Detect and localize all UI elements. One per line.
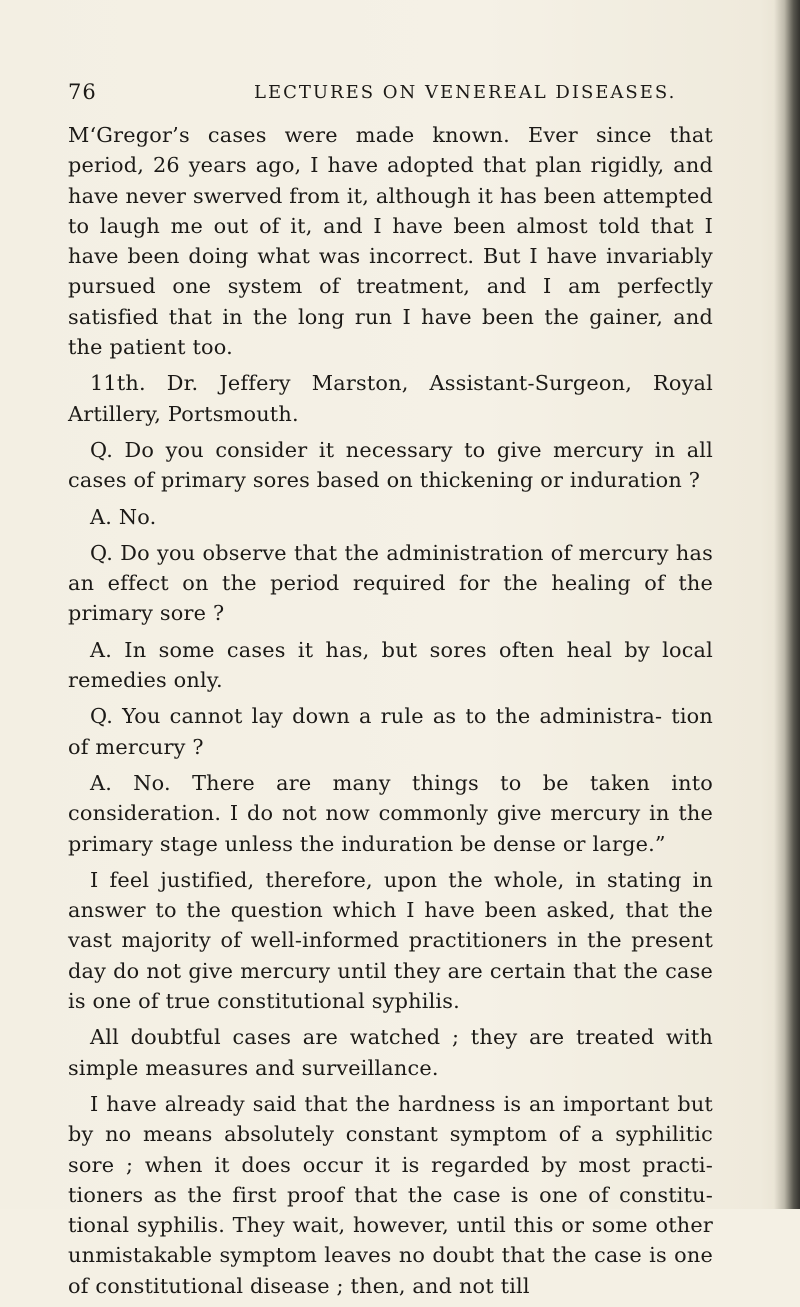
- body-text: [68, 120, 713, 1307]
- paragraph-answer: A. No. There are many things to be taken into consideration. I do not now commonly give mercury in the primary stage unless the induration be dense or large.”: [68, 770, 713, 856]
- paragraph-continuation: M‘Gregor’s cases were made known. Ever since that period, 26 years ago, I have adopted that plan rigidly, and have never swerved from it, although it has been attempted to laugh me out of it, and I have been almost told that I have been doing what was incorrect. But I have invariably pursued one system of treatment, and I am perfectly satisfied that in the long run I have been the gainer, and the patient too.: [68, 123, 713, 360]
- paragraph-question: Q. Do you consider it necessary to give mercury in all cases of primary sores based on thickening or induration ?: [68, 437, 713, 493]
- paragraph-witness-heading: 11th. Dr. Jeffery Marston, Assistant-Surgeon, Royal Artillery, Portsmouth.: [68, 371, 713, 426]
- page-number: 76: [68, 80, 97, 104]
- running-head: LECTURES ON VENEREAL DISEASES.: [254, 82, 677, 103]
- paragraph: All doubtful cases are watched ; they are treated with simple measures and surveillance.: [68, 1025, 713, 1080]
- paragraph: I feel justified, therefore, upon the whole, in stating in answer to the question which I have been asked, that the vast majority of well-informed practitioners in the present day do not give mercury until they are certain that the case is one of true constitutional syphilis.: [68, 867, 713, 1014]
- paragraph-question: Q. You cannot lay down a rule as to the administra- tion of mercury ?: [68, 704, 713, 759]
- paragraph-question: Q. Do you observe that the administration of mercury has an effect on the period required for the healing of the primary sore ?: [68, 540, 713, 626]
- page-edge-shadow: [774, 0, 800, 1209]
- paragraph-answer: A. In some cases it has, but sores often heal by local remedies only.: [68, 637, 713, 693]
- page-header: [68, 80, 728, 110]
- paragraph-answer: A. No.: [90, 504, 157, 529]
- paragraph: I have already said that the hardness is an important but by no means absolutely constant symptom of a syphilitic sore ; when it does occur it is regarded by most practi- tioners as the first proof that the case is one of constitu- tional syphilis. They wait, however, until this or some other unmistakable symptom leaves no doubt that the case is one of constitutional disease ; then, and not till: [68, 1091, 713, 1298]
